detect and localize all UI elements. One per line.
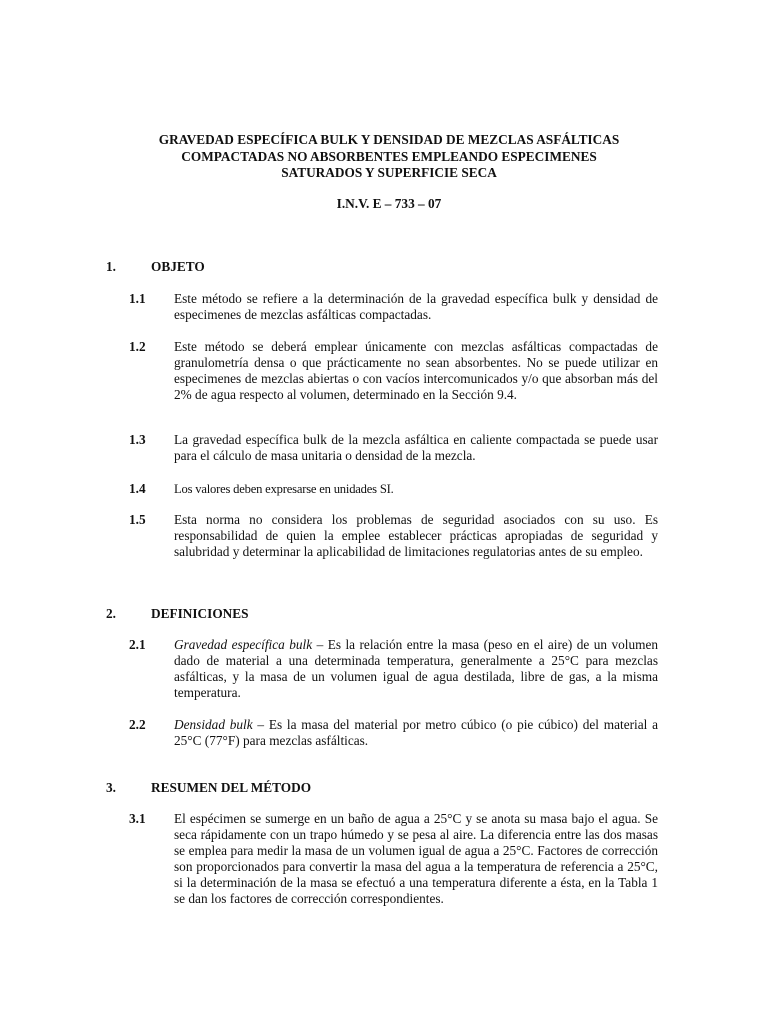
definition-body: – Es la relación entre la masa (peso en el aire) de un volumen dado de material a una determinada temperatura, generalmente a 25°C para mezclas asfálticas, y la masa de un volumen igual de agua destilada, libre de gas, a la misma temperatura. [174, 637, 658, 700]
item-text: Los valores deben expresarse en unidades SI. [174, 482, 394, 496]
item-text: Este método se refiere a la determinación de la gravedad específica bulk y densidad de especimenes de mezclas asfálticas compactadas. [174, 291, 658, 322]
item-number: 2.1 [129, 637, 146, 652]
item-text: La gravedad específica bulk de la mezcla asfáltica en caliente compactada se puede usar para el cálculo de masa unitaria o densidad de la mezcla. [174, 432, 658, 463]
item-number: 1.2 [129, 339, 146, 354]
definition-body: – Es la masa del material por metro cúbico (o pie cúbico) del material a 25°C (77°F) para mezclas asfálticas. [174, 717, 658, 748]
item-number: 1.3 [129, 432, 146, 447]
item-text: El espécimen se sumerge en un baño de agua a 25°C y se anota su masa bajo el agua. Se seca rápidamente con un trapo húmedo y se pesa al aire. La diferencia entre las dos masas se emplea para medir la masa de un volumen igual de agua a 25°C. Factores de corrección son proporcionados para convertir la masa del agua a la temperatura de referencia a 25°C, si la determinación de la masa se efectuó a una temperatura diferente a ésta, en la Tabla 1 se dan los factores de corrección correspondientes. [174, 811, 658, 906]
section-number: 3. [106, 780, 116, 795]
defined-term: Densidad bulk [174, 717, 253, 732]
item-text: Esta norma no considera los problemas de seguridad asociados con su uso. Es responsabilidad de quien la emplee establecer prácticas apropiadas de seguridad y salubridad y determinar la aplicabilidad de limitaciones regulatorias antes de su empleo. [174, 512, 658, 559]
section-title-definiciones: DEFINICIONES [151, 606, 249, 621]
title-line-1: GRAVEDAD ESPECÍFICA BULK Y DENSIDAD DE MEZCLAS ASFÁLTICAS [158, 132, 620, 147]
title-line-3: SATURADOS Y SUPERFICIE SECA [281, 165, 497, 180]
section-number: 2. [106, 606, 116, 621]
definition-text [174, 637, 658, 701]
section-title-resumen: RESUMEN DEL MÉTODO [151, 780, 312, 795]
document-title [100, 132, 678, 182]
item-number: 1.1 [129, 291, 146, 306]
section-title-objeto: OBJETO [151, 259, 205, 274]
item-number: 3.1 [129, 811, 146, 826]
item-number: 1.5 [129, 512, 146, 527]
standard-code: I.N.V. E – 733 – 07 [336, 196, 442, 211]
definition-text [174, 717, 658, 749]
section-number: 1. [106, 259, 116, 274]
item-text: Este método se deberá emplear únicamente con mezclas asfálticas compactadas de granulometría densa o que prácticamente no sean absorbentes. No se puede utilizar en especimenes de mezclas abiertas o con vacíos intercomunicados y/o que absorban más del 2% de agua respecto al volumen, determinado en la Sección 9.4. [174, 339, 658, 402]
title-line-2: COMPACTADAS NO ABSORBENTES EMPLEANDO ESPECIMENES [181, 148, 597, 164]
item-number: 2.2 [129, 717, 146, 732]
item-number: 1.4 [129, 481, 146, 496]
defined-term: Gravedad específica bulk [174, 637, 313, 652]
